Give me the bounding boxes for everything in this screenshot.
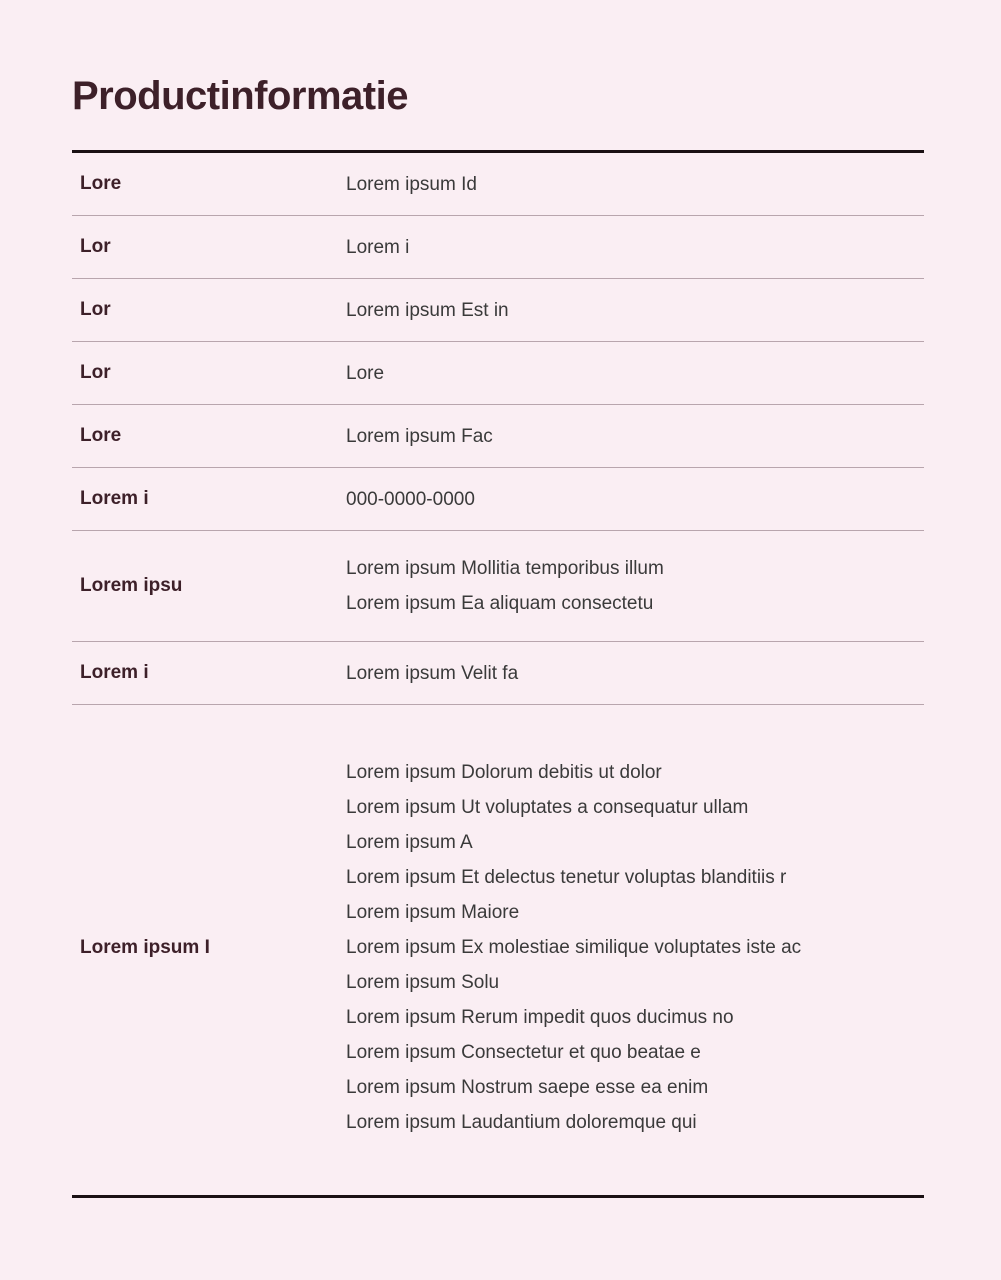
spec-value-line: Lorem ipsum Ex molestiae similique voluptates iste ac bbox=[346, 937, 802, 958]
spec-value-line: Lorem ipsum Solu bbox=[346, 972, 500, 993]
spec-label: Lore bbox=[72, 152, 340, 216]
spec-value-line: Lorem ipsum Ut voluptates a consequatur ullam bbox=[346, 797, 749, 818]
spec-value-line: Lorem ipsum Fac bbox=[346, 425, 493, 447]
spec-value-line: Lorem ipsum Laudantium doloremque qui bbox=[346, 1112, 697, 1133]
spec-label: Lore bbox=[72, 405, 340, 468]
spec-label: Lorem ipsu bbox=[72, 531, 340, 642]
table-row bbox=[72, 531, 924, 642]
table-row bbox=[72, 152, 924, 216]
table-row bbox=[72, 342, 924, 405]
table-row bbox=[72, 468, 924, 531]
spec-label: Lorem i bbox=[72, 468, 340, 531]
spec-label: Lorem i bbox=[72, 642, 340, 705]
table-row bbox=[72, 642, 924, 705]
spec-label: Lorem ipsum I bbox=[80, 936, 210, 958]
spec-value bbox=[340, 152, 924, 216]
spec-value-line: Lorem ipsum Velit fa bbox=[346, 662, 519, 684]
spec-value-line: Lore bbox=[346, 362, 385, 384]
spec-value bbox=[340, 642, 924, 705]
product-specification-table bbox=[72, 150, 924, 1198]
spec-value-line: Lorem i bbox=[346, 236, 410, 258]
spec-value-line: Lorem ipsum Et delectus tenetur voluptas blanditiis r bbox=[346, 867, 787, 888]
spec-value-line: Lorem ipsum Rerum impedit quos ducimus no bbox=[346, 1007, 734, 1028]
spec-value bbox=[340, 531, 924, 642]
spec-value bbox=[340, 216, 924, 279]
table-row bbox=[72, 705, 924, 1197]
spec-value-line: Lorem ipsum Mollitia temporibus illum bbox=[346, 558, 664, 579]
page-title: Productinformatie bbox=[72, 74, 408, 118]
spec-label: Lor bbox=[72, 216, 340, 279]
table-row bbox=[72, 279, 924, 342]
spec-value-line: Lorem ipsum Dolorum debitis ut dolor bbox=[346, 762, 662, 783]
spec-label: Lor bbox=[72, 342, 340, 405]
spec-table-body bbox=[72, 152, 924, 1197]
spec-value bbox=[340, 405, 924, 468]
spec-value bbox=[340, 705, 924, 1197]
spec-value-line: Lorem ipsum Consectetur et quo beatae e bbox=[346, 1042, 701, 1063]
spec-value-line: Lorem ipsum A bbox=[346, 832, 473, 853]
spec-value-line: Lorem ipsum Maiore bbox=[346, 902, 520, 923]
spec-value-line: Lorem ipsum Est in bbox=[346, 299, 509, 321]
spec-value bbox=[340, 342, 924, 405]
spec-value-line: Lorem ipsum Id bbox=[346, 173, 477, 195]
spec-value-line: Lorem ipsum Nostrum saepe esse ea enim bbox=[346, 1077, 709, 1098]
spec-value-line: Lorem ipsum Ea aliquam consectetu bbox=[346, 593, 654, 614]
table-row bbox=[72, 405, 924, 468]
spec-label: Lor bbox=[72, 279, 340, 342]
spec-value-line: 000-0000-0000 bbox=[346, 488, 475, 510]
spec-value bbox=[340, 468, 924, 531]
table-row bbox=[72, 216, 924, 279]
spec-value bbox=[340, 279, 924, 342]
